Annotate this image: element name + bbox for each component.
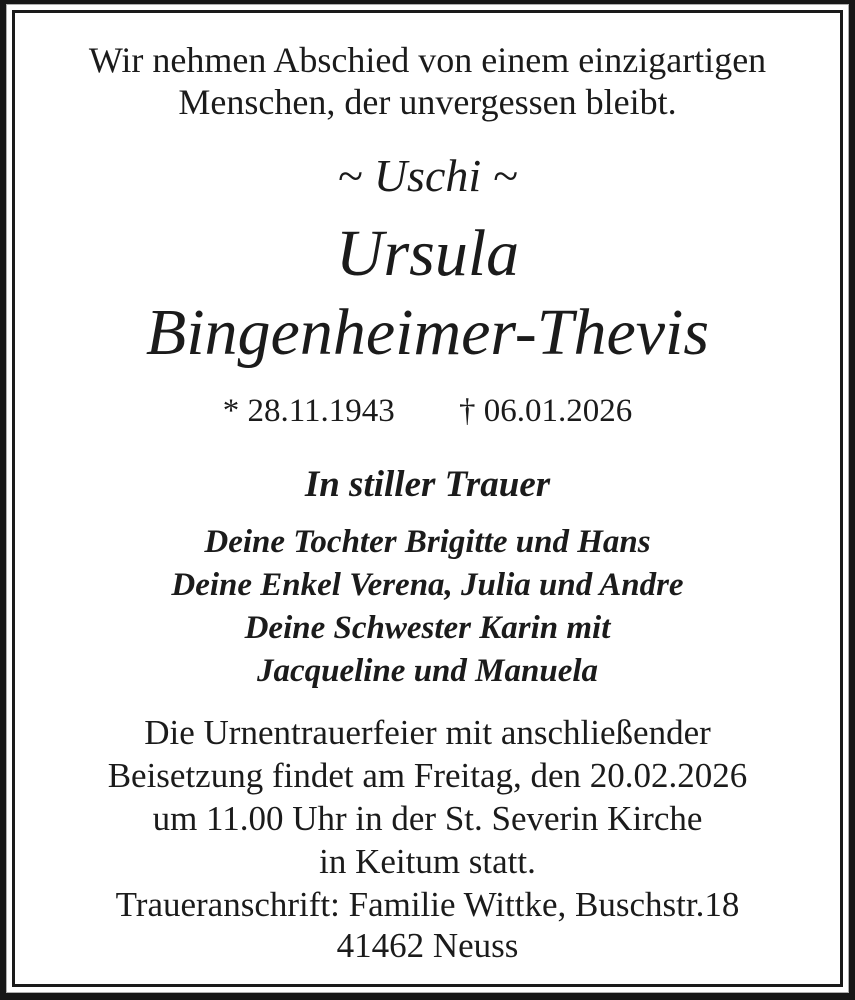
mourning-header: In stiller Trauer [304, 464, 551, 505]
deceased-first-name: Ursula [335, 217, 520, 290]
ceremony-info [15, 711, 840, 883]
mourning-address-line1: Traueranschrift: Familie Wittke, Buschstr.18 [115, 885, 740, 924]
mourner-line: Deine Enkel Verena, Julia und Andre [171, 567, 684, 603]
life-dates [15, 391, 840, 431]
mourning-address-line2: 41462 Neuss [336, 926, 519, 965]
deceased-nickname: ~ Uschi ~ [337, 150, 518, 201]
mourners-list [15, 521, 840, 693]
obituary-paper [7, 5, 848, 992]
farewell-intro-line2: Menschen, der unvergessen bleibt. [178, 82, 677, 122]
farewell-intro [15, 39, 840, 123]
ceremony-line: Beisetzung findet am Freitag, den 20.02.2026 [107, 756, 748, 795]
mourner-line: Deine Tochter Brigitte und Hans [204, 524, 651, 560]
farewell-intro-line1: Wir nehmen Abschied von einem einzigartigen [88, 40, 767, 80]
deceased-last-name: Bingenheimer-Thevis [145, 296, 710, 369]
mourning-address [15, 885, 840, 966]
birth-date: * 28.11.1943 [222, 393, 395, 429]
obituary-inner-border [12, 10, 843, 987]
mourner-line: Deine Schwester Karin mit [244, 610, 611, 646]
ceremony-line: um 11.00 Uhr in der St. Severin Kirche [152, 799, 703, 838]
mourner-line: Jacqueline und Manuela [256, 653, 599, 689]
ceremony-line: Die Urnentrauerfeier mit anschließender [144, 713, 711, 752]
death-date: † 06.01.2026 [459, 393, 633, 429]
ceremony-line: in Keitum statt. [319, 842, 536, 881]
